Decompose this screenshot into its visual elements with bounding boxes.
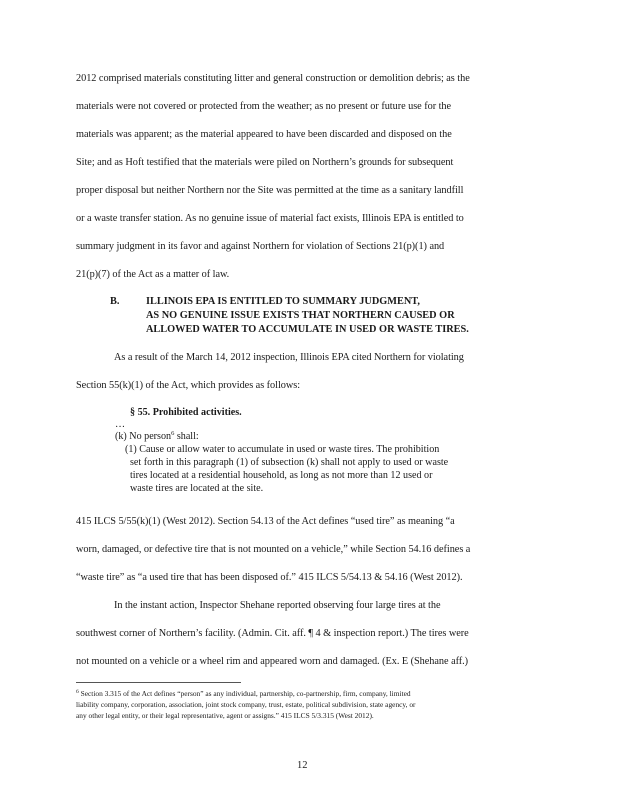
body-line: not mounted on a vehicle or a wheel rim and appeared worn and damaged. (Ex. E (Shehane aff.): [76, 656, 469, 667]
footnote-ref: 6: [171, 430, 175, 437]
footnote-text: Section 3.315 of the Act defines “person” as any individual, partnership, co-partnership, firm, company, limited: [78, 689, 411, 698]
statute-ellipsis: …: [115, 419, 126, 430]
section-heading-line: AS NO GENUINE ISSUE EXISTS THAT NORTHERN CAUSED OR: [146, 310, 455, 321]
body-line: Section 55(k)(1) of the Act, which provides as follows:: [76, 380, 301, 391]
footnote-line: [76, 689, 411, 699]
footnote-line: any other legal entity, or their legal representative, agent or assigns.” 415 ILCS 5/3.315 (West 2012).: [76, 711, 374, 720]
section-heading-line: ALLOWED WATER TO ACCUMULATE IN USED OR WASTE TIRES.: [146, 324, 469, 335]
body-line: materials were not covered or protected from the weather; as no present or future use for the: [76, 101, 452, 112]
statute-clause-suffix: shall:: [174, 431, 199, 442]
body-line: southwest corner of Northern’s facility. (Admin. Cit. aff. ¶ 4 & inspection report.) The tires were: [76, 628, 469, 639]
footnote-divider: [76, 682, 241, 683]
statute-item-line: (1) Cause or allow water to accumulate in used or waste tires. The prohibition: [125, 444, 440, 455]
section-heading-line: ILLINOIS EPA IS ENTITLED TO SUMMARY JUDGMENT,: [146, 296, 420, 307]
body-line: In the instant action, Inspector Shehane reported observing four large tires at the: [114, 600, 441, 611]
body-line: As a result of the March 14, 2012 inspection, Illinois EPA cited Northern for violating: [114, 352, 464, 363]
body-line: “waste tire” as “a used tire that has been disposed of.” 415 ILCS 5/54.13 & 54.16 (West 2012).: [76, 572, 463, 583]
body-line: Site; and as Hoft testified that the materials were piled on Northern’s grounds for subsequent: [76, 157, 454, 168]
statute-item-line: waste tires are located at the site.: [130, 483, 264, 494]
body-line: or a waste transfer station. As no genuine issue of material fact exists, Illinois EPA is entitled to: [76, 213, 464, 224]
statute-item-line: set forth in this paragraph (1) of subsection (k) shall not apply to used or waste: [130, 457, 449, 468]
statute-clause: [115, 431, 199, 443]
body-line: worn, damaged, or defective tire that is not mounted on a vehicle,” while Section 54.16 defines a: [76, 544, 471, 555]
body-line: 21(p)(7) of the Act as a matter of law.: [76, 269, 230, 280]
statute-title: § 55. Prohibited activities.: [130, 407, 242, 418]
footnote-line: liability company, corporation, association, joint stock company, trust, estate, political subdivision, state agency, or: [76, 700, 416, 709]
footnote-number: 6: [76, 689, 79, 695]
body-line: proper disposal but neither Northern nor the Site was permitted at the time as a sanitary landfill: [76, 185, 464, 196]
section-heading-label: B.: [110, 296, 120, 307]
page-number: 12: [297, 760, 308, 771]
body-line: materials was apparent; as the material appeared to have been discarded and disposed on the: [76, 129, 452, 140]
statute-clause-prefix: (k) No person: [115, 431, 172, 442]
body-line: 415 ILCS 5/55(k)(1) (West 2012). Section 54.13 of the Act defines “used tire” as meaning “a: [76, 516, 455, 527]
body-line: 2012 comprised materials constituting litter and general construction or demolition debris; as the: [76, 73, 470, 84]
statute-item-line: tires located at a residential household, as long as not more than 12 used or: [130, 470, 433, 481]
body-line: summary judgment in its favor and against Northern for violation of Sections 21(p)(1) and: [76, 241, 445, 252]
